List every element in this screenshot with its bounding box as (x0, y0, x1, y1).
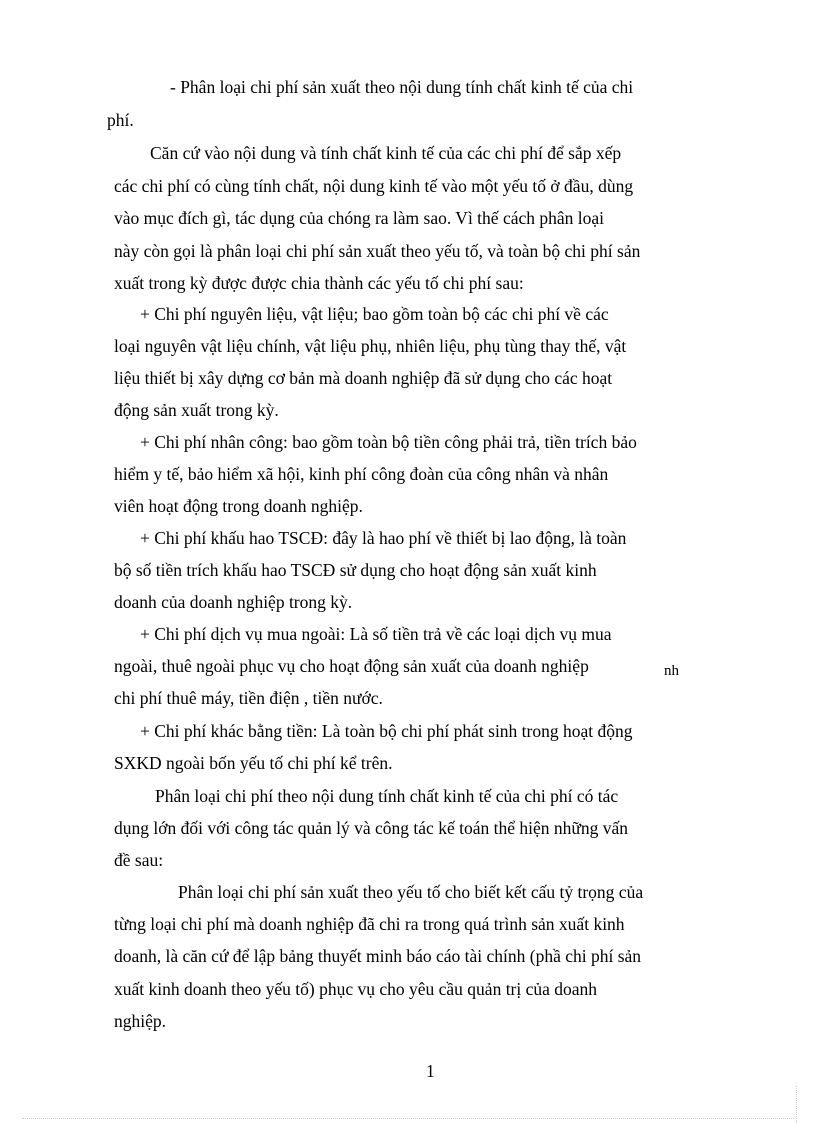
paragraph-line: liệu thiết bị xây dựng cơ bản mà doanh nghiệp đã sử dụng cho các hoạt (114, 368, 613, 388)
page-bottom-border (22, 1118, 794, 1119)
paragraph-line: đề sau: (114, 850, 164, 870)
paragraph-line: loại nguyên vật liệu chính, vật liệu phụ, nhiên liệu, phụ tùng thay thế, vật (114, 336, 627, 356)
paragraph-line: + Chi phí nguyên liệu, vật liệu; bao gồm toàn bộ các chi phí về các (140, 304, 609, 324)
paragraph-line: SXKD ngoài bốn yếu tố chi phí kể trên. (114, 753, 393, 773)
paragraph-line: bộ số tiền trích khấu hao TSCĐ sử dụng cho hoạt động sản xuất kinh (114, 560, 597, 580)
paragraph-line: dụng lớn đối với công tác quản lý và công tác kế toán thể hiện những vấn (114, 818, 628, 838)
paragraph-line: + Chi phí khấu hao TSCĐ: đây là hao phí về thiết bị lao động, là toàn (140, 528, 627, 548)
paragraph-line: xuất trong kỳ được được chia thành các yếu tố chi phí sau: (114, 273, 524, 293)
stray-fragment: nh (664, 663, 679, 679)
paragraph-line: doanh, là căn cứ để lập bảng thuyết minh báo cáo tài chính (phầ chi phí sản (114, 946, 642, 966)
paragraph-line: Căn cứ vào nội dung và tính chất kinh tế của các chi phí để sắp xếp (150, 143, 622, 163)
paragraph-line: ngoài, thuê ngoài phục vụ cho hoạt động sản xuất của doanh nghiệp (114, 656, 589, 676)
paragraph-line: động sản xuất trong kỳ. (114, 400, 279, 420)
paragraph-line: + Chi phí khác bằng tiền: Là toàn bộ chi phí phát sinh trong hoạt động (140, 721, 633, 741)
paragraph-line: Phân loại chi phí theo nội dung tính chất kinh tế của chi phí có tác (155, 786, 619, 806)
paragraph-line: này còn gọi là phân loại chi phí sản xuất theo yếu tố, và toàn bộ chi phí sản (114, 241, 641, 261)
paragraph-line: từng loại chi phí mà doanh nghiệp đã chi ra trong quá trình sản xuất kinh (114, 914, 625, 934)
paragraph-line: + Chi phí dịch vụ mua ngoài: Là số tiền trả về các loại dịch vụ mua (140, 624, 612, 644)
paragraph-line: - Phân loại chi phí sản xuất theo nội dung tính chất kinh tế của chi (170, 77, 634, 97)
paragraph-line: viên hoạt động trong doanh nghiệp. (114, 496, 363, 516)
paragraph-line: vào mục đích gì, tác dụng của chóng ra làm sao. Vì thế cách phân loại (114, 208, 604, 228)
paragraph-line: + Chi phí nhân công: bao gồm toàn bộ tiền công phải trả, tiền trích bảo (140, 432, 637, 452)
paragraph-line: Phân loại chi phí sản xuất theo yếu tố cho biết kết cấu tỷ trọng của (178, 882, 644, 902)
paragraph-line: các chi phí có cùng tính chất, nội dung kinh tế vào một yếu tố ở đầu, dùng (114, 176, 634, 196)
paragraph-line: phí. (107, 110, 134, 130)
page-side-border (796, 1086, 797, 1123)
paragraph-line: doanh của doanh nghiệp trong kỳ. (114, 592, 353, 612)
paragraph-line: chi phí thuê máy, tiền điện , tiền nước. (114, 688, 383, 708)
paragraph-line: hiểm y tế, bảo hiểm xã hội, kinh phí công đoàn của công nhân và nhân (114, 464, 609, 484)
paragraph-line: xuất kinh doanh theo yếu tố) phục vụ cho yêu cầu quản trị của doanh (114, 979, 598, 999)
page-number: 1 (426, 1061, 435, 1081)
paragraph-line: nghiệp. (114, 1011, 167, 1031)
